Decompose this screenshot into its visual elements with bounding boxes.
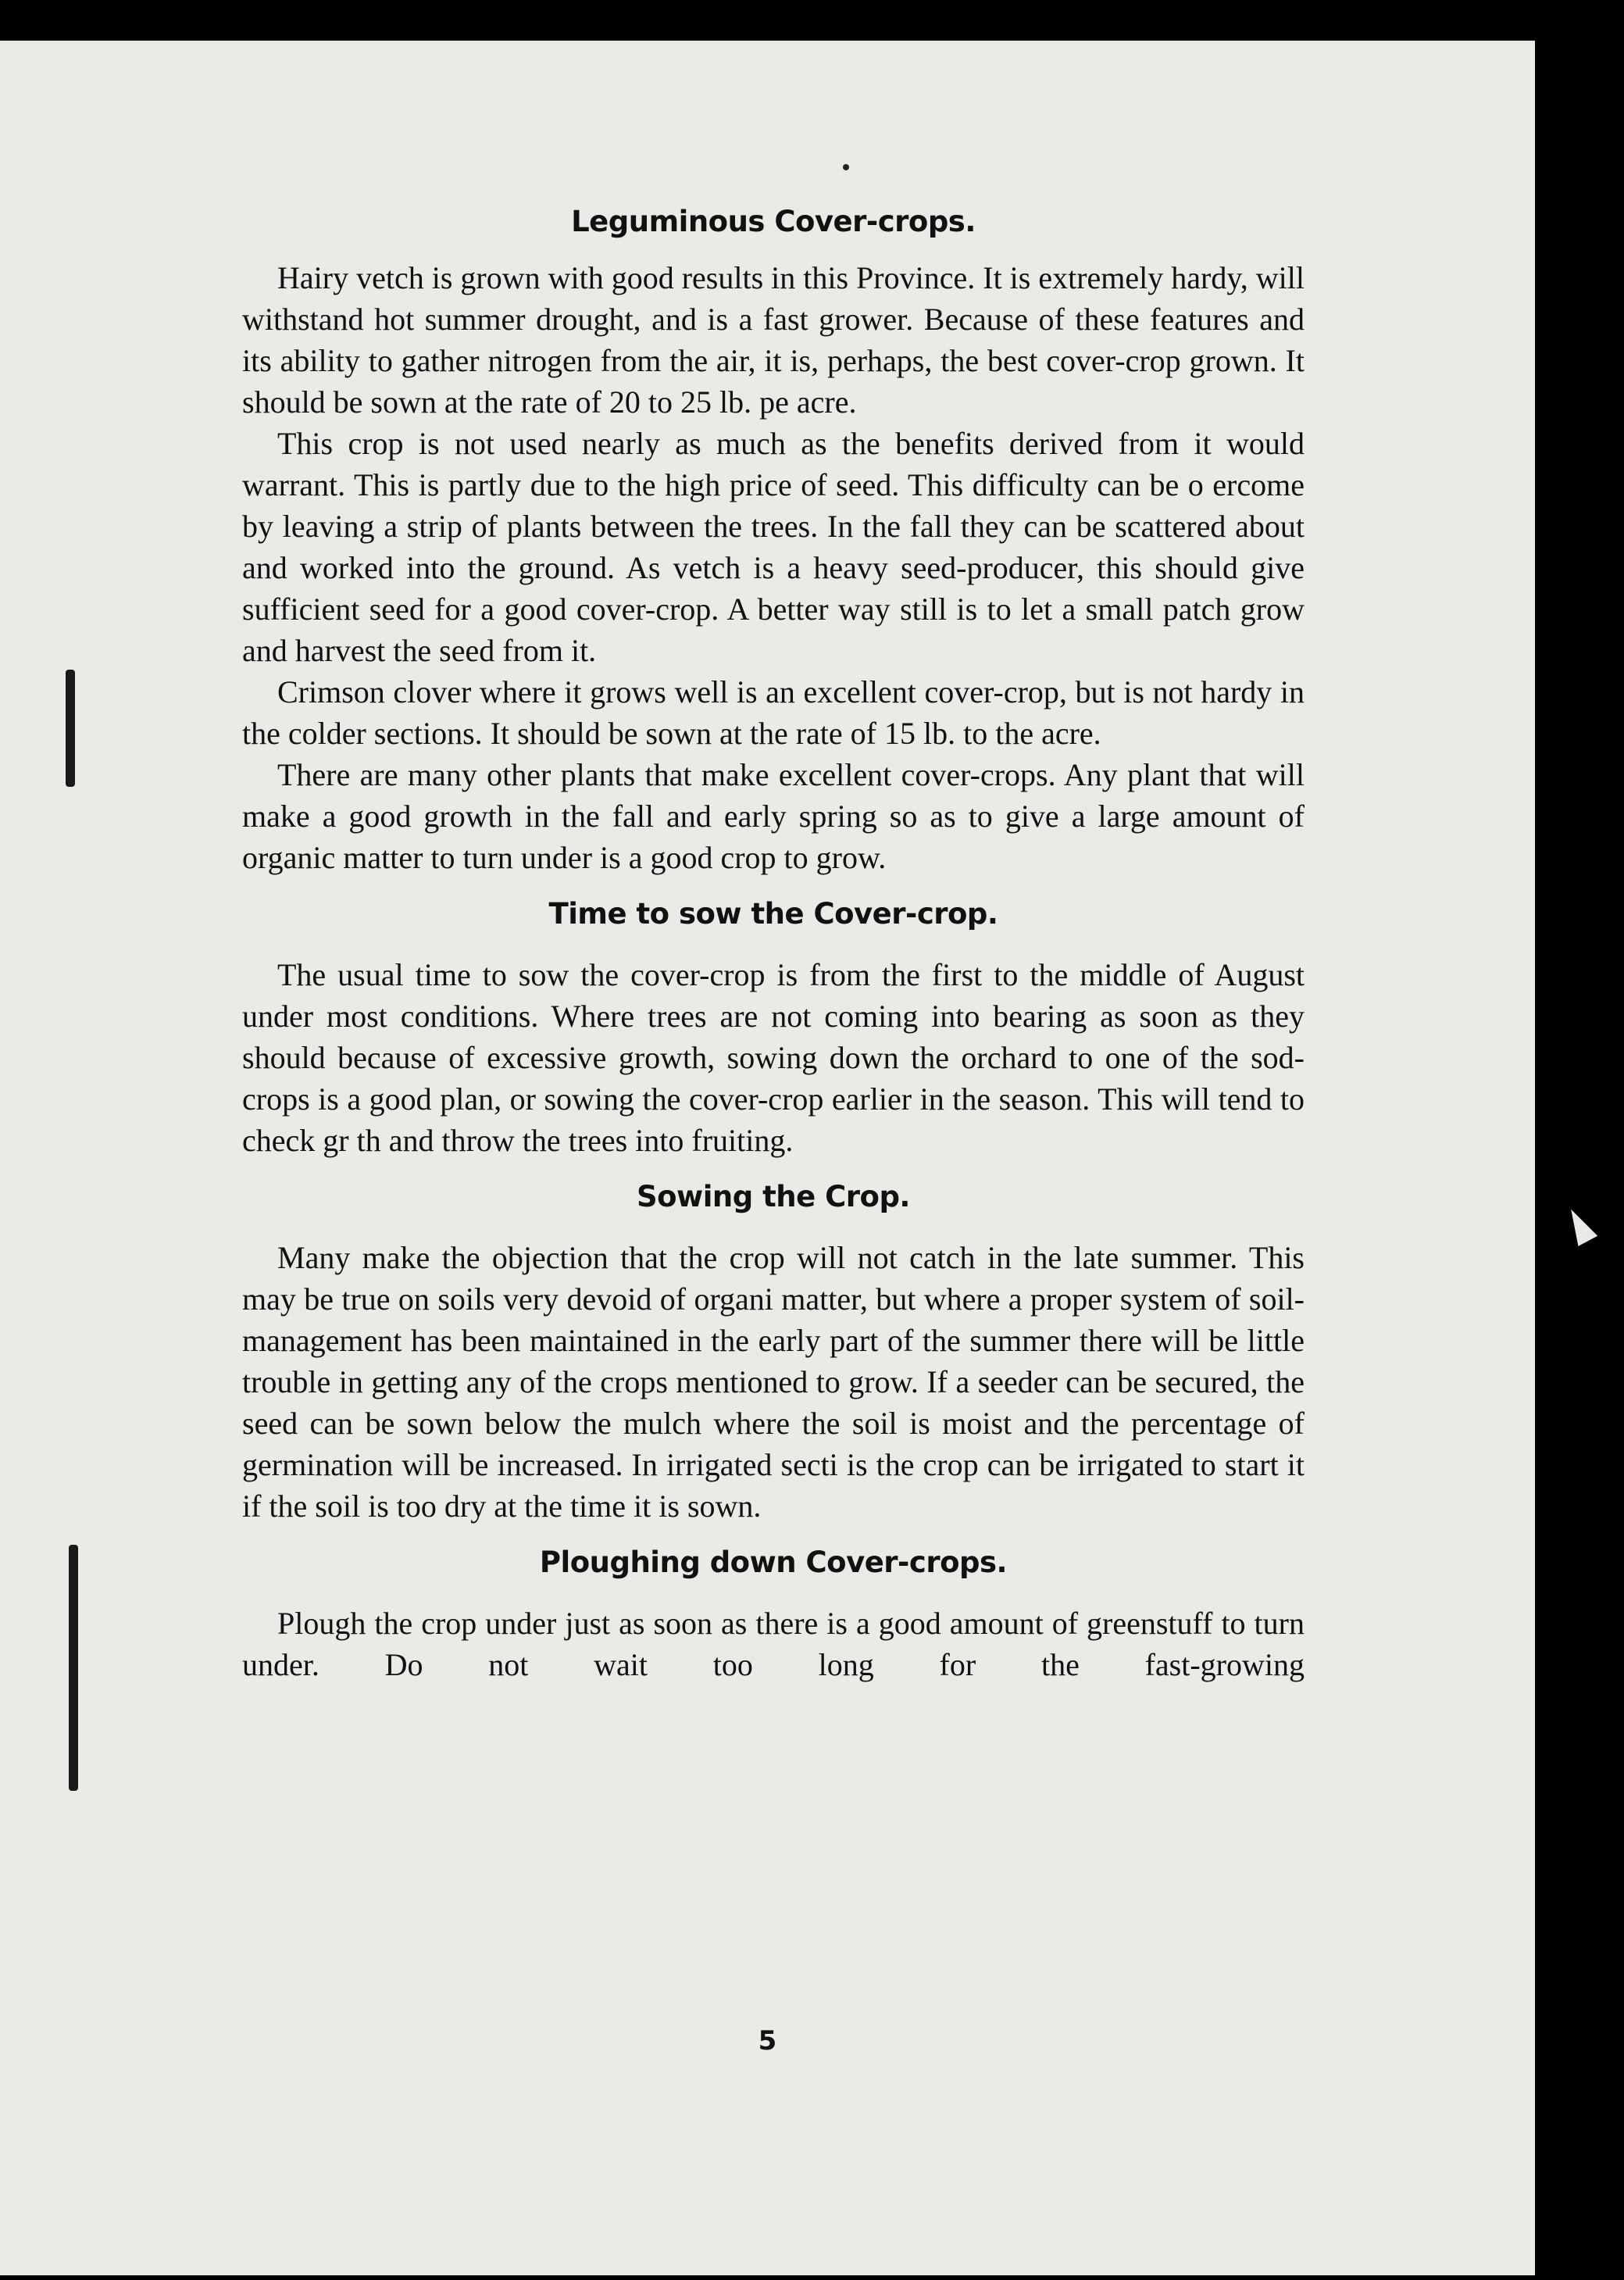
paragraph-other-plants: There are many other plants that make excellent cover-crops. Any plant that will make a good growth in the fall and early spring so as to give a large amount of organic matter to turn under is a good crop to grow. bbox=[242, 757, 1305, 875]
section-heading-time-to-sow: Time to sow the Cover-crop. bbox=[548, 897, 998, 931]
section-heading-sowing: Sowing the Crop. bbox=[636, 1180, 910, 1213]
paragraph-objection: Many make the objection that the crop will not catch in the late summer. This may be true on soils very devoid of organi matter, but where a proper system of soil-management has been maintained in the early part of the summer there will be little trouble in getting any of the crops mentioned to grow. If a seeder can be secured, the seed can be sown below the mulch where the soil is moist and the percentage of germination will be increased. In irrigated secti is the crop can be irrigated to start it if the soil is too dry at the time it is sown. bbox=[242, 1240, 1305, 1524]
binding-mark-lower bbox=[69, 1545, 78, 1791]
paragraph-crop-usage: This crop is not used nearly as much as the benefits derived from it would warrant. This is partly due to the high price of seed. This difficulty can be o ercome by leaving a strip of plants between the trees. In the fall they can be scattered about and worked into the ground. As vetch is a heavy seed-producer, this should give sufficient seed for a good cover-crop. A better way still is to let a small patch grow and harvest the seed from it. bbox=[242, 426, 1305, 668]
document-page bbox=[0, 41, 1535, 2275]
page-number: 5 bbox=[758, 2025, 777, 2057]
edge-tear-mark bbox=[1562, 1204, 1597, 1246]
paragraph-plough: Plough the crop under just as soon as there is a good amount of greenstuff to turn under. Do not wait too long for the fast-growing bbox=[242, 1606, 1305, 1682]
binding-mark-upper bbox=[66, 670, 75, 787]
paragraph-usual-time: The usual time to sow the cover-crop is from the first to the middle of August under most conditions. Where trees are not coming into bearing as soon as they should because of excessive growth, sowing down the orchard to one of the sod-crops is a good plan, or sowing the cover-crop earlier in the season. This will tend to check gr th and throw the trees into fruiting. bbox=[242, 957, 1305, 1158]
section-heading-ploughing: Ploughing down Cover-crops. bbox=[539, 1546, 1008, 1579]
speck-mark bbox=[843, 164, 849, 170]
paragraph-crimson-clover: Crimson clover where it grows well is an excellent cover-crop, but is not hardy in the colder sections. It should be sown at the rate of 15 lb. to the acre. bbox=[242, 674, 1305, 751]
section-heading-leguminous: Leguminous Cover-crops. bbox=[571, 205, 976, 238]
paragraph-hairy-vetch: Hairy vetch is grown with good results in this Province. It is extremely hardy, will withstand hot summer drought, and is a fast grower. Because of these features and its ability to gather nitrogen from the air, it is, perhaps, the best cover-crop grown. It should be sown at the rate of 20 to 25 lb. pe acre. bbox=[242, 260, 1305, 420]
body-text bbox=[242, 205, 1305, 1685]
